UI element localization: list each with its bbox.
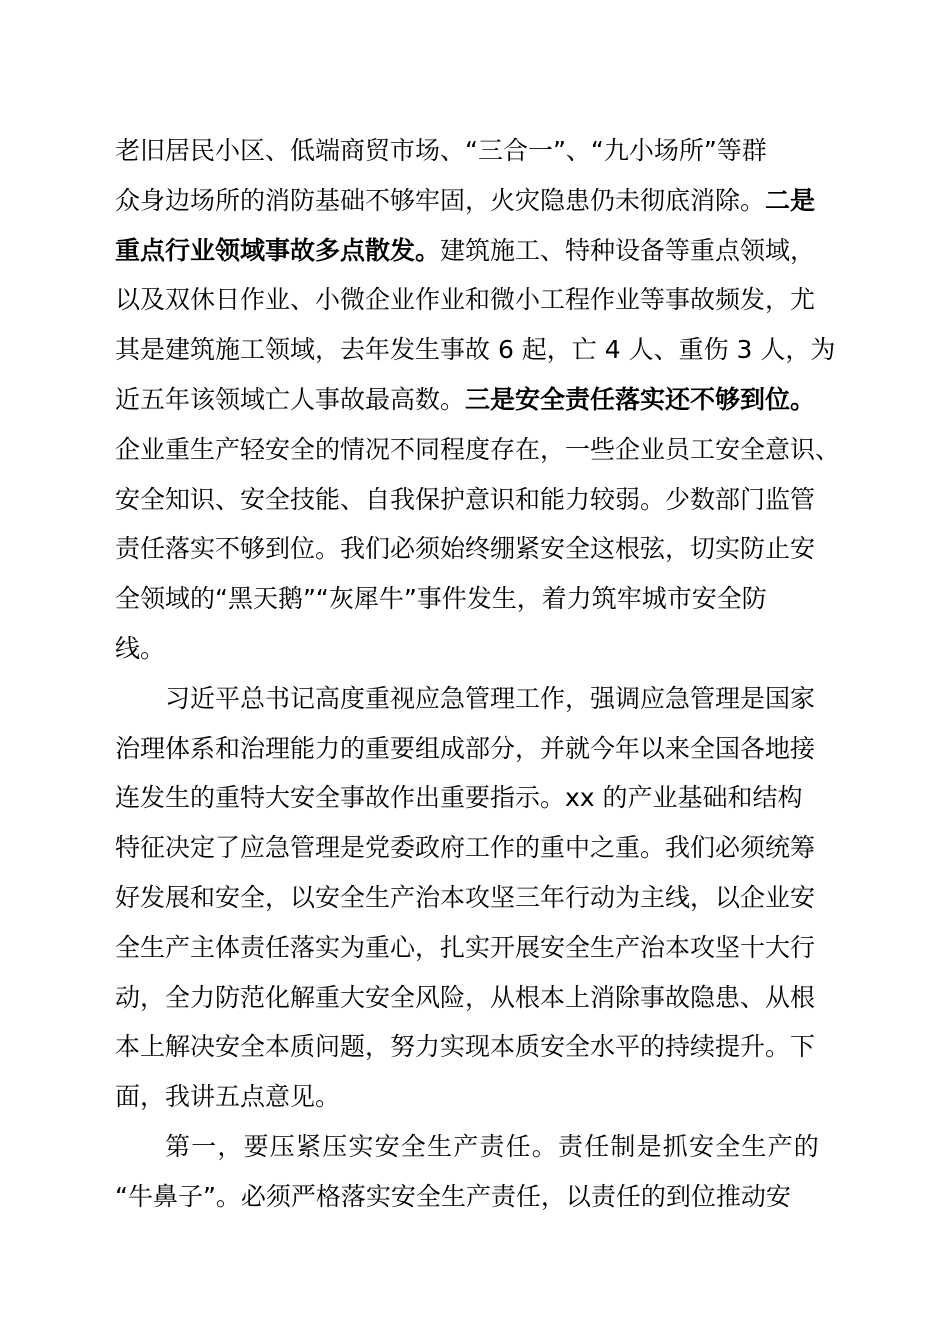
text-line bbox=[115, 375, 840, 425]
text-run: 近五年该领域亡人事故最高数。 bbox=[115, 384, 466, 414]
paragraph-risks bbox=[115, 126, 840, 674]
paragraph-instructions bbox=[115, 674, 840, 1122]
text-line: 第一，要压紧压实安全生产责任。责任制是抓安全生产的 bbox=[165, 1131, 821, 1161]
text-line: 其是建筑施工领域，去年发生事故 6 起，亡 4 人、重伤 3 人，为 bbox=[115, 335, 836, 365]
text-line: 责任落实不够到位。我们必须始终绷紧安全这根弦，切实防止安 bbox=[115, 534, 816, 564]
text-line: 动，全力防范化解重大安全风险，从根本上消除事故隐患、从根 bbox=[115, 982, 816, 1012]
paragraph-first-point bbox=[115, 1122, 840, 1222]
bold-heading: 重点行业领域事故多点散发。 bbox=[115, 235, 441, 265]
text-line: 全领域的“黑天鹅”“灰犀牛”事件发生，着力筑牢城市安全防 bbox=[115, 584, 767, 614]
text-line: 面，我讲五点意见。 bbox=[115, 1082, 341, 1112]
text-line bbox=[115, 176, 840, 226]
bold-heading: 二是 bbox=[765, 185, 816, 215]
text-line: 以及双休日作业、小微企业作业和微小工程作业等事故频发，尤 bbox=[115, 285, 816, 315]
text-line bbox=[115, 226, 840, 276]
text-line: 连发生的重特大安全事故作出重要指示。xx 的产业基础和结构 bbox=[115, 783, 803, 813]
text-line: “牛鼻子”。必须严格落实安全生产责任，以责任的到位推动安 bbox=[115, 1181, 791, 1211]
text-line: 好发展和安全，以安全生产治本攻坚三年行动为主线，以企业安 bbox=[115, 882, 816, 912]
text-line: 老旧居民小区、低端商贸市场、“三合一”、“九小场所”等群 bbox=[115, 136, 767, 165]
text-line: 企业重生产轻安全的情况不同程度存在，一些企业员工安全意识、 bbox=[115, 434, 841, 464]
text-line: 安全知识、安全技能、自我保护意识和能力较弱。少数部门监管 bbox=[115, 484, 816, 514]
text-line: 治理体系和治理能力的重要组成部分，并就今年以来全国各地接 bbox=[115, 733, 816, 763]
text-run: 建筑施工、特种设备等重点领域， bbox=[440, 235, 816, 265]
document-body bbox=[115, 126, 840, 1222]
text-line: 线。 bbox=[115, 633, 166, 663]
text-line: 习近平总书记高度重视应急管理工作，强调应急管理是国家 bbox=[165, 683, 816, 713]
text-line: 本上解决安全本质问题，努力实现本质安全水平的持续提升。下 bbox=[115, 1032, 816, 1062]
text-line: 特征决定了应急管理是党委政府工作的重中之重。我们必须统筹 bbox=[115, 833, 816, 863]
text-run: 众身边场所的消防基础不够牢固，火灾隐患仍未彻底消除。 bbox=[115, 185, 766, 215]
text-line: 全生产主体责任落实为重心，扎实开展安全生产治本攻坚十大行 bbox=[115, 932, 816, 962]
bold-heading: 三是安全责任落实还不够到位。 bbox=[465, 384, 816, 414]
